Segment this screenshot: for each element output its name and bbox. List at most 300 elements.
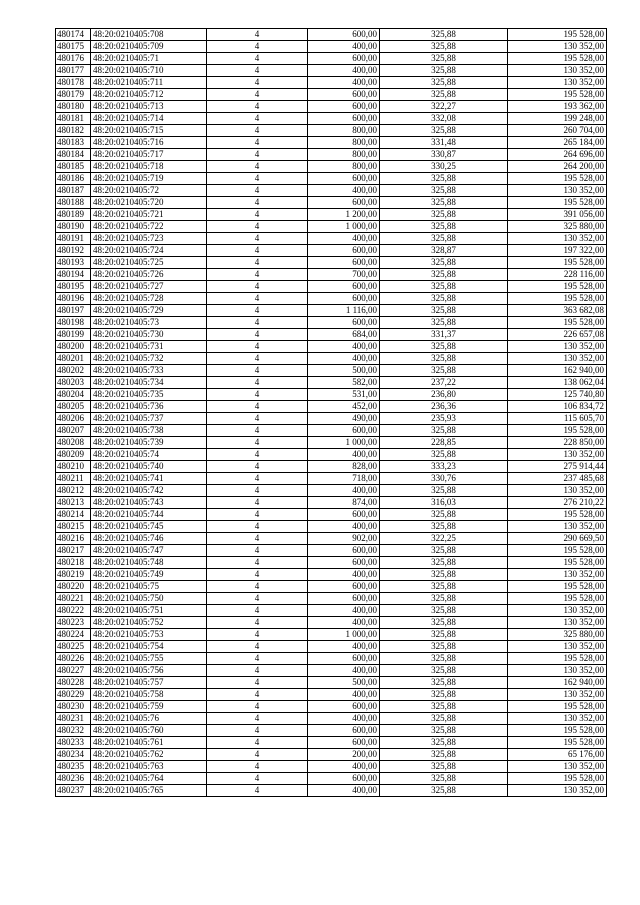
row-id-cell: 480229 <box>56 689 91 701</box>
area-cell: 600,00 <box>308 113 380 125</box>
table-row <box>56 485 607 497</box>
cadastral-value-cell: 130 352,00 <box>508 689 607 701</box>
cadastral-value-cell: 260 704,00 <box>508 125 607 137</box>
category-cell: 4 <box>207 533 308 545</box>
cadastral-number-cell: 48:20:0210405:749 <box>91 569 207 581</box>
row-id-cell: 480205 <box>56 401 91 413</box>
table-row <box>56 185 607 197</box>
row-id-cell: 480228 <box>56 677 91 689</box>
cadastral-number-cell: 48:20:0210405:712 <box>91 89 207 101</box>
category-cell: 4 <box>207 437 308 449</box>
row-id-cell: 480227 <box>56 665 91 677</box>
cadastral-number-cell: 48:20:0210405:758 <box>91 689 207 701</box>
cadastral-number-cell: 48:20:0210405:743 <box>91 497 207 509</box>
category-cell: 4 <box>207 689 308 701</box>
category-cell: 4 <box>207 53 308 65</box>
category-cell: 4 <box>207 473 308 485</box>
category-cell: 4 <box>207 497 308 509</box>
area-cell: 400,00 <box>308 65 380 77</box>
category-cell: 4 <box>207 521 308 533</box>
cadastral-number-cell: 48:20:0210405:72 <box>91 185 207 197</box>
cadastral-value-cell: 195 528,00 <box>508 281 607 293</box>
rate-cell: 325,88 <box>380 665 508 677</box>
cadastral-value-cell: 195 528,00 <box>508 29 607 41</box>
rate-cell: 325,88 <box>380 281 508 293</box>
cadastral-number-cell: 48:20:0210405:745 <box>91 521 207 533</box>
cadastral-value-table <box>55 28 607 797</box>
cadastral-number-cell: 48:20:0210405:74 <box>91 449 207 461</box>
category-cell: 4 <box>207 725 308 737</box>
cadastral-value-cell: 130 352,00 <box>508 641 607 653</box>
area-cell: 200,00 <box>308 749 380 761</box>
rate-cell: 325,88 <box>380 89 508 101</box>
category-cell: 4 <box>207 377 308 389</box>
row-id-cell: 480221 <box>56 593 91 605</box>
area-cell: 500,00 <box>308 365 380 377</box>
row-id-cell: 480194 <box>56 269 91 281</box>
area-cell: 400,00 <box>308 761 380 773</box>
cadastral-number-cell: 48:20:0210405:741 <box>91 473 207 485</box>
table-row <box>56 365 607 377</box>
area-cell: 600,00 <box>308 101 380 113</box>
cadastral-value-cell: 130 352,00 <box>508 521 607 533</box>
rate-cell: 325,88 <box>380 581 508 593</box>
area-cell: 400,00 <box>308 353 380 365</box>
cadastral-number-cell: 48:20:0210405:719 <box>91 173 207 185</box>
cadastral-value-cell: 106 834,72 <box>508 401 607 413</box>
area-cell: 600,00 <box>308 425 380 437</box>
table-row <box>56 341 607 353</box>
table-row <box>56 29 607 41</box>
cadastral-value-cell: 195 528,00 <box>508 773 607 785</box>
cadastral-value-cell: 325 880,00 <box>508 221 607 233</box>
rate-cell: 325,88 <box>380 653 508 665</box>
row-id-cell: 480199 <box>56 329 91 341</box>
cadastral-number-cell: 48:20:0210405:734 <box>91 377 207 389</box>
row-id-cell: 480219 <box>56 569 91 581</box>
rate-cell: 325,88 <box>380 269 508 281</box>
rate-cell: 325,88 <box>380 317 508 329</box>
area-cell: 1 000,00 <box>308 221 380 233</box>
cadastral-number-cell: 48:20:0210405:718 <box>91 161 207 173</box>
cadastral-number-cell: 48:20:0210405:757 <box>91 677 207 689</box>
cadastral-value-cell: 290 669,50 <box>508 533 607 545</box>
cadastral-value-cell: 162 940,00 <box>508 365 607 377</box>
row-id-cell: 480209 <box>56 449 91 461</box>
table-row <box>56 497 607 509</box>
category-cell: 4 <box>207 353 308 365</box>
cadastral-value-cell: 130 352,00 <box>508 41 607 53</box>
table-row <box>56 689 607 701</box>
category-cell: 4 <box>207 581 308 593</box>
cadastral-number-cell: 48:20:0210405:763 <box>91 761 207 773</box>
cadastral-number-cell: 48:20:0210405:733 <box>91 365 207 377</box>
cadastral-value-cell: 195 528,00 <box>508 509 607 521</box>
rate-cell: 325,88 <box>380 713 508 725</box>
cadastral-value-cell: 363 682,08 <box>508 305 607 317</box>
rate-cell: 325,88 <box>380 41 508 53</box>
cadastral-number-cell: 48:20:0210405:714 <box>91 113 207 125</box>
cadastral-number-cell: 48:20:0210405:750 <box>91 593 207 605</box>
category-cell: 4 <box>207 293 308 305</box>
row-id-cell: 480230 <box>56 701 91 713</box>
row-id-cell: 480215 <box>56 521 91 533</box>
cadastral-value-cell: 264 200,00 <box>508 161 607 173</box>
table-row <box>56 749 607 761</box>
area-cell: 1 116,00 <box>308 305 380 317</box>
table-row <box>56 293 607 305</box>
area-cell: 400,00 <box>308 233 380 245</box>
category-cell: 4 <box>207 557 308 569</box>
category-cell: 4 <box>207 737 308 749</box>
table-row <box>56 149 607 161</box>
rate-cell: 235,93 <box>380 413 508 425</box>
table-row <box>56 773 607 785</box>
rate-cell: 325,88 <box>380 29 508 41</box>
area-cell: 600,00 <box>308 317 380 329</box>
cadastral-value-cell: 130 352,00 <box>508 77 607 89</box>
category-cell: 4 <box>207 713 308 725</box>
category-cell: 4 <box>207 425 308 437</box>
cadastral-number-cell: 48:20:0210405:755 <box>91 653 207 665</box>
area-cell: 902,00 <box>308 533 380 545</box>
cadastral-number-cell: 48:20:0210405:740 <box>91 461 207 473</box>
rate-cell: 325,88 <box>380 449 508 461</box>
rate-cell: 325,88 <box>380 365 508 377</box>
area-cell: 600,00 <box>308 773 380 785</box>
table-row <box>56 701 607 713</box>
cadastral-value-cell: 237 485,68 <box>508 473 607 485</box>
area-cell: 600,00 <box>308 293 380 305</box>
cadastral-value-cell: 115 605,70 <box>508 413 607 425</box>
category-cell: 4 <box>207 305 308 317</box>
category-cell: 4 <box>207 113 308 125</box>
table-row <box>56 737 607 749</box>
cadastral-value-cell: 195 528,00 <box>508 701 607 713</box>
row-id-cell: 480198 <box>56 317 91 329</box>
category-cell: 4 <box>207 617 308 629</box>
rate-cell: 325,88 <box>380 305 508 317</box>
category-cell: 4 <box>207 509 308 521</box>
cadastral-value-cell: 193 362,00 <box>508 101 607 113</box>
area-cell: 600,00 <box>308 557 380 569</box>
cadastral-number-cell: 48:20:0210405:728 <box>91 293 207 305</box>
cadastral-value-cell: 130 352,00 <box>508 665 607 677</box>
cadastral-number-cell: 48:20:0210405:710 <box>91 65 207 77</box>
cadastral-value-cell: 130 352,00 <box>508 485 607 497</box>
rate-cell: 236,80 <box>380 389 508 401</box>
area-cell: 600,00 <box>308 737 380 749</box>
area-cell: 582,00 <box>308 377 380 389</box>
table-row <box>56 533 607 545</box>
rate-cell: 316,03 <box>380 497 508 509</box>
row-id-cell: 480180 <box>56 101 91 113</box>
cadastral-number-cell: 48:20:0210405:754 <box>91 641 207 653</box>
cadastral-value-cell: 197 322,00 <box>508 245 607 257</box>
cadastral-number-cell: 48:20:0210405:753 <box>91 629 207 641</box>
category-cell: 4 <box>207 413 308 425</box>
area-cell: 1 000,00 <box>308 437 380 449</box>
cadastral-number-cell: 48:20:0210405:730 <box>91 329 207 341</box>
row-id-cell: 480184 <box>56 149 91 161</box>
rate-cell: 325,88 <box>380 761 508 773</box>
area-cell: 600,00 <box>308 701 380 713</box>
rate-cell: 330,25 <box>380 161 508 173</box>
table-row <box>56 677 607 689</box>
cadastral-value-cell: 195 528,00 <box>508 653 607 665</box>
table-row <box>56 77 607 89</box>
table-row <box>56 569 607 581</box>
rate-cell: 332,08 <box>380 113 508 125</box>
row-id-cell: 480175 <box>56 41 91 53</box>
rate-cell: 330,87 <box>380 149 508 161</box>
cadastral-number-cell: 48:20:0210405:759 <box>91 701 207 713</box>
rate-cell: 328,87 <box>380 245 508 257</box>
category-cell: 4 <box>207 125 308 137</box>
row-id-cell: 480207 <box>56 425 91 437</box>
rate-cell: 325,88 <box>380 593 508 605</box>
area-cell: 400,00 <box>308 605 380 617</box>
rate-cell: 325,88 <box>380 185 508 197</box>
category-cell: 4 <box>207 677 308 689</box>
category-cell: 4 <box>207 221 308 233</box>
area-cell: 1 000,00 <box>308 629 380 641</box>
table-row <box>56 653 607 665</box>
table-row <box>56 725 607 737</box>
row-id-cell: 480237 <box>56 785 91 797</box>
row-id-cell: 480225 <box>56 641 91 653</box>
table-row <box>56 113 607 125</box>
cadastral-value-cell: 195 528,00 <box>508 737 607 749</box>
rate-cell: 236,36 <box>380 401 508 413</box>
area-cell: 400,00 <box>308 41 380 53</box>
cadastral-number-cell: 48:20:0210405:725 <box>91 257 207 269</box>
cadastral-number-cell: 48:20:0210405:752 <box>91 617 207 629</box>
table-row <box>56 521 607 533</box>
area-cell: 500,00 <box>308 677 380 689</box>
row-id-cell: 480188 <box>56 197 91 209</box>
cadastral-number-cell: 48:20:0210405:715 <box>91 125 207 137</box>
area-cell: 400,00 <box>308 341 380 353</box>
row-id-cell: 480197 <box>56 305 91 317</box>
row-id-cell: 480206 <box>56 413 91 425</box>
area-cell: 400,00 <box>308 617 380 629</box>
row-id-cell: 480196 <box>56 293 91 305</box>
table-row <box>56 305 607 317</box>
rate-cell: 325,88 <box>380 341 508 353</box>
table-row <box>56 317 607 329</box>
area-cell: 400,00 <box>308 77 380 89</box>
cadastral-number-cell: 48:20:0210405:738 <box>91 425 207 437</box>
area-cell: 600,00 <box>308 173 380 185</box>
area-cell: 828,00 <box>308 461 380 473</box>
cadastral-number-cell: 48:20:0210405:736 <box>91 401 207 413</box>
cadastral-value-cell: 65 176,00 <box>508 749 607 761</box>
rate-cell: 325,88 <box>380 785 508 797</box>
cadastral-value-cell: 276 210,22 <box>508 497 607 509</box>
rate-cell: 325,88 <box>380 641 508 653</box>
row-id-cell: 480235 <box>56 761 91 773</box>
category-cell: 4 <box>207 785 308 797</box>
row-id-cell: 480214 <box>56 509 91 521</box>
rate-cell: 333,23 <box>380 461 508 473</box>
cadastral-number-cell: 48:20:0210405:731 <box>91 341 207 353</box>
area-cell: 700,00 <box>308 269 380 281</box>
area-cell: 400,00 <box>308 449 380 461</box>
category-cell: 4 <box>207 461 308 473</box>
cadastral-value-cell: 195 528,00 <box>508 545 607 557</box>
cadastral-value-cell: 130 352,00 <box>508 65 607 77</box>
row-id-cell: 480213 <box>56 497 91 509</box>
table-row <box>56 41 607 53</box>
category-cell: 4 <box>207 341 308 353</box>
cadastral-value-cell: 195 528,00 <box>508 89 607 101</box>
cadastral-number-cell: 48:20:0210405:746 <box>91 533 207 545</box>
rate-cell: 325,88 <box>380 749 508 761</box>
cadastral-value-cell: 228 116,00 <box>508 269 607 281</box>
category-cell: 4 <box>207 485 308 497</box>
cadastral-value-cell: 195 528,00 <box>508 53 607 65</box>
rate-cell: 325,88 <box>380 605 508 617</box>
row-id-cell: 480191 <box>56 233 91 245</box>
category-cell: 4 <box>207 545 308 557</box>
table-row <box>56 593 607 605</box>
area-cell: 684,00 <box>308 329 380 341</box>
area-cell: 600,00 <box>308 281 380 293</box>
cadastral-number-cell: 48:20:0210405:764 <box>91 773 207 785</box>
table-row <box>56 329 607 341</box>
cadastral-value-cell: 130 352,00 <box>508 185 607 197</box>
rate-cell: 325,88 <box>380 77 508 89</box>
rate-cell: 325,88 <box>380 425 508 437</box>
row-id-cell: 480189 <box>56 209 91 221</box>
rate-cell: 325,88 <box>380 629 508 641</box>
cadastral-value-cell: 195 528,00 <box>508 197 607 209</box>
area-cell: 600,00 <box>308 545 380 557</box>
cadastral-number-cell: 48:20:0210405:765 <box>91 785 207 797</box>
cadastral-number-cell: 48:20:0210405:760 <box>91 725 207 737</box>
rate-cell: 325,88 <box>380 65 508 77</box>
cadastral-value-cell: 130 352,00 <box>508 449 607 461</box>
row-id-cell: 480218 <box>56 557 91 569</box>
table-row <box>56 665 607 677</box>
table-row <box>56 53 607 65</box>
row-id-cell: 480210 <box>56 461 91 473</box>
table-row <box>56 401 607 413</box>
category-cell: 4 <box>207 605 308 617</box>
rate-cell: 325,88 <box>380 557 508 569</box>
table-row <box>56 473 607 485</box>
table-row <box>56 377 607 389</box>
category-cell: 4 <box>207 197 308 209</box>
cadastral-value-cell: 195 528,00 <box>508 317 607 329</box>
rate-cell: 325,88 <box>380 545 508 557</box>
cadastral-number-cell: 48:20:0210405:742 <box>91 485 207 497</box>
area-cell: 600,00 <box>308 29 380 41</box>
cadastral-number-cell: 48:20:0210405:716 <box>91 137 207 149</box>
row-id-cell: 480200 <box>56 341 91 353</box>
rate-cell: 325,88 <box>380 209 508 221</box>
category-cell: 4 <box>207 65 308 77</box>
table-row <box>56 221 607 233</box>
rate-cell: 325,88 <box>380 689 508 701</box>
cadastral-value-cell: 195 528,00 <box>508 593 607 605</box>
cadastral-number-cell: 48:20:0210405:762 <box>91 749 207 761</box>
category-cell: 4 <box>207 29 308 41</box>
table-row <box>56 449 607 461</box>
table-row <box>56 641 607 653</box>
table-row <box>56 509 607 521</box>
row-id-cell: 480195 <box>56 281 91 293</box>
area-cell: 800,00 <box>308 125 380 137</box>
cadastral-value-cell: 130 352,00 <box>508 341 607 353</box>
cadastral-value-cell: 130 352,00 <box>508 761 607 773</box>
area-cell: 400,00 <box>308 785 380 797</box>
row-id-cell: 480201 <box>56 353 91 365</box>
table-row <box>56 545 607 557</box>
row-id-cell: 480179 <box>56 89 91 101</box>
area-cell: 400,00 <box>308 665 380 677</box>
category-cell: 4 <box>207 77 308 89</box>
area-cell: 400,00 <box>308 485 380 497</box>
cadastral-value-cell: 138 062,04 <box>508 377 607 389</box>
cadastral-value-cell: 391 056,00 <box>508 209 607 221</box>
rate-cell: 325,88 <box>380 509 508 521</box>
table-row <box>56 785 607 797</box>
cadastral-value-cell: 130 352,00 <box>508 233 607 245</box>
rate-cell: 325,88 <box>380 773 508 785</box>
category-cell: 4 <box>207 365 308 377</box>
row-id-cell: 480187 <box>56 185 91 197</box>
rate-cell: 325,88 <box>380 737 508 749</box>
cadastral-value-cell: 195 528,00 <box>508 425 607 437</box>
rate-cell: 322,25 <box>380 533 508 545</box>
row-id-cell: 480231 <box>56 713 91 725</box>
category-cell: 4 <box>207 269 308 281</box>
rate-cell: 325,88 <box>380 125 508 137</box>
category-cell: 4 <box>207 317 308 329</box>
category-cell: 4 <box>207 185 308 197</box>
table-row <box>56 257 607 269</box>
category-cell: 4 <box>207 449 308 461</box>
cadastral-value-cell: 130 352,00 <box>508 353 607 365</box>
table-row <box>56 281 607 293</box>
table-body <box>56 29 607 797</box>
cadastral-value-cell: 228 850,00 <box>508 437 607 449</box>
row-id-cell: 480177 <box>56 65 91 77</box>
rate-cell: 325,88 <box>380 353 508 365</box>
rate-cell: 228,85 <box>380 437 508 449</box>
table-row <box>56 173 607 185</box>
area-cell: 400,00 <box>308 713 380 725</box>
rate-cell: 325,88 <box>380 293 508 305</box>
cadastral-number-cell: 48:20:0210405:722 <box>91 221 207 233</box>
table-row <box>56 197 607 209</box>
category-cell: 4 <box>207 761 308 773</box>
rate-cell: 237,22 <box>380 377 508 389</box>
table-row <box>56 269 607 281</box>
rate-cell: 322,27 <box>380 101 508 113</box>
cadastral-number-cell: 48:20:0210405:73 <box>91 317 207 329</box>
cadastral-value-cell: 195 528,00 <box>508 173 607 185</box>
area-cell: 1 200,00 <box>308 209 380 221</box>
area-cell: 600,00 <box>308 53 380 65</box>
cadastral-number-cell: 48:20:0210405:720 <box>91 197 207 209</box>
area-cell: 400,00 <box>308 641 380 653</box>
rate-cell: 331,37 <box>380 329 508 341</box>
table-row <box>56 605 607 617</box>
row-id-cell: 480208 <box>56 437 91 449</box>
